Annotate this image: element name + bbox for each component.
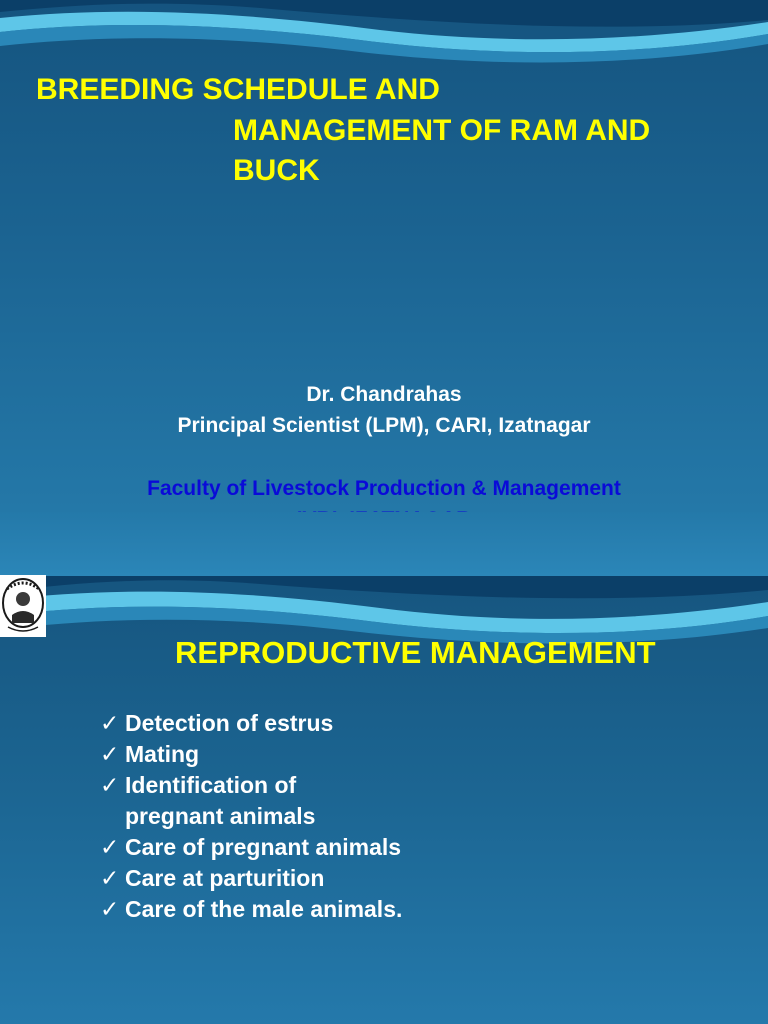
check-icon: ✓ — [100, 741, 120, 767]
check-icon: ✓ — [100, 772, 120, 798]
author-position: Principal Scientist (LPM), CARI, Izatnagar — [177, 414, 591, 437]
list-item: ✓ Mating — [100, 739, 475, 770]
list-item: ✓ Care of pregnant animals — [100, 832, 475, 863]
bullet-list — [100, 708, 475, 925]
check-icon: ✓ — [100, 710, 120, 736]
faculty-name: Faculty of Livestock Production & Management — [147, 477, 621, 500]
ivri-emblem-icon — [0, 575, 46, 637]
slide-title-line-1: BREEDING SCHEDULE AND — [36, 73, 440, 106]
slide-title-line-3: BUCK — [233, 154, 320, 187]
check-icon: ✓ — [100, 896, 120, 922]
list-item: ✓ Identification of pregnant animals — [100, 770, 475, 832]
slide-gap — [0, 512, 768, 576]
check-icon: ✓ — [100, 865, 120, 891]
decorative-wave — [0, 0, 768, 70]
slide-title-line-2: MANAGEMENT OF RAM AND — [233, 114, 651, 147]
list-item: ✓ Care at parturition — [100, 863, 475, 894]
author-name: Dr. Chandrahas — [306, 383, 462, 406]
list-item: ✓ Care of the male animals. — [100, 894, 475, 925]
check-icon: ✓ — [100, 834, 120, 860]
slide-title: REPRODUCTIVE MANAGEMENT — [175, 635, 656, 670]
list-item: ✓ Detection of estrus — [100, 708, 475, 739]
